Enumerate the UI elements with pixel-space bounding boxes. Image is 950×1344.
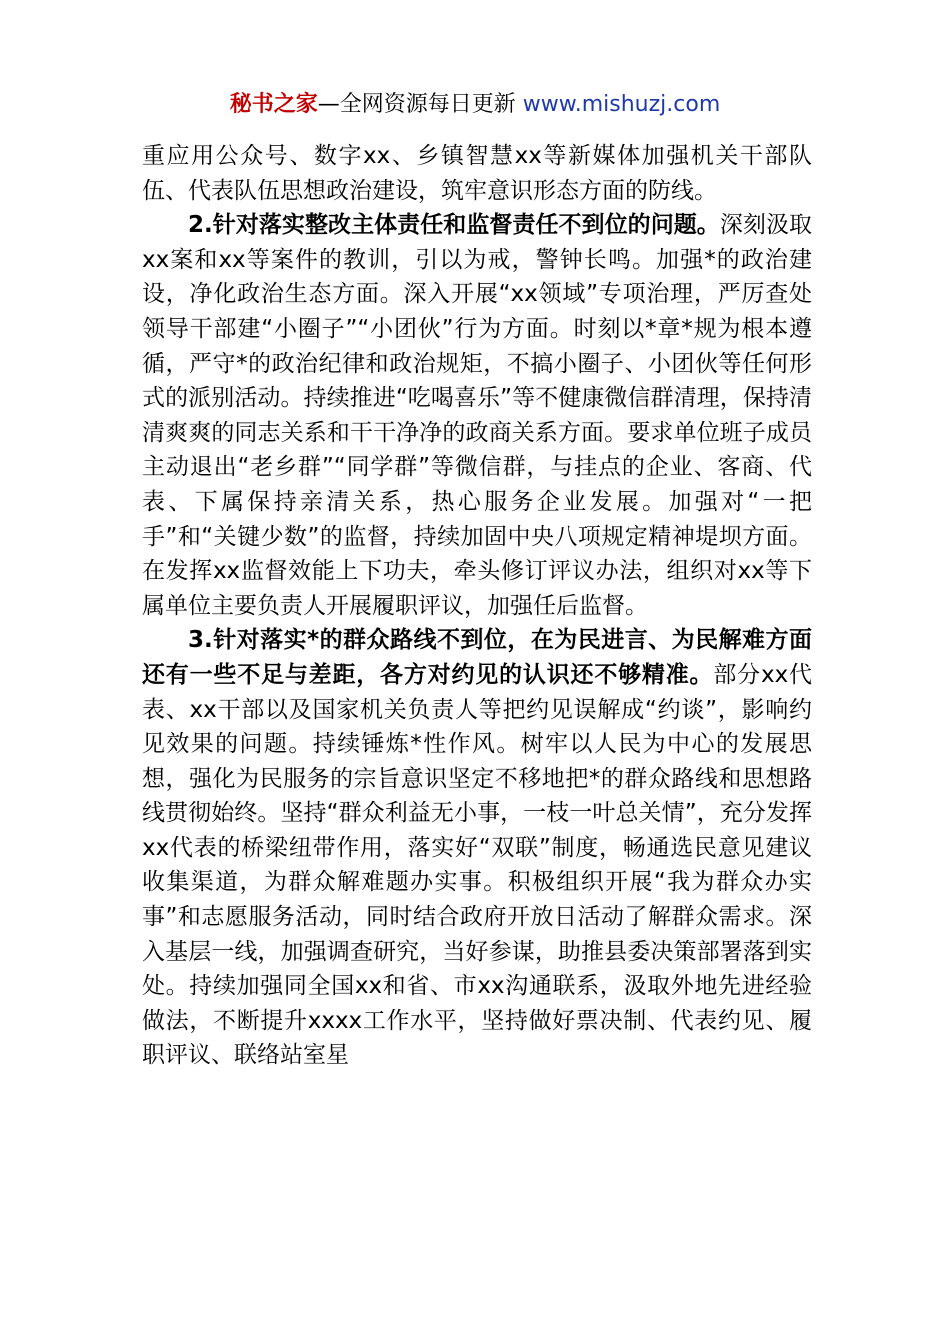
paragraph-item-2: [142, 208, 812, 623]
site-header: [0, 88, 950, 122]
paragraph-text: 部分xx代表、xx干部以及国家机关负责人等把约见误解成“约谈”，影响约见效果的问题。持续锤炼*性作风。树牢以人民为中心的发展思想，强化为民服务的宗旨意识坚定不移地把*的群众路线和思想路线贯彻始终。坚持“群众利益无小事，一枝一叶总关情”，充分发挥xx代表的桥梁纽带作用，落实好“双联”制度，畅通选民意见建议收集渠道，为群众解难题办实事。积极组织开展“我为群众办实事”和志愿服务活动，同时结合政府开放日活动了解群众需求。深入基层一线，加强调查研究，当好参谋，助推县委决策部署落到实处。持续加强同全国xx和省、市xx沟通联系，汲取外地先进经验做法，不断提升xxxx工作水平，坚持做好票决制、代表约见、履职评议、联络站室星: [142, 661, 813, 1069]
site-brand: 秘书之家: [229, 92, 318, 117]
paragraph-heading: 3.针对落实*的群众路线不到位，在为民进言、为民解难方面还有一些不足与差距，各方对约见的认识还不够精准。: [142, 627, 812, 688]
document-body: [142, 139, 812, 1073]
site-tagline: —全网资源每日更新: [317, 92, 523, 117]
paragraph-continuation: [142, 139, 812, 208]
paragraph-text: 深刻汲取xx案和xx等案件的教训，引以为戒，警钟长鸣。加强*的政治建设，净化政治生态方面。深入开展“xx领域”专项治理，严厉查处领导干部建“小圈子”“小团伙”行为方面。时刻以*章*规为根本遵循，严守*的政治纪律和政治规矩，不搞小圈子、小团伙等任何形式的派别活动。持续推进“吃喝喜乐”等不健康微信群清理，保持清清爽爽的同志关系和干干净净的政商关系方面。要求单位班子成员主动退出“老乡群”“同学群”等微信群，与挂点的企业、客商、代表、下属保持亲清关系，热心服务企业发展。加强对“一把手”和“关键少数”的监督，持续加固中央八项规定精神堤坝方面。在发挥xx监督效能上下功夫，牵头修订评议办法，组织对xx等下属单位主要负责人开展履职评议，加强任后监督。: [142, 212, 813, 619]
paragraph-heading: 2.针对落实整改主体责任和监督责任不到位的问题。: [188, 212, 720, 239]
paragraph-text: 重应用公众号、数字xx、乡镇智慧xx等新媒体加强机关干部队伍、代表队伍思想政治建设，筑牢意识形态方面的防线。: [142, 143, 812, 204]
paragraph-item-3: [142, 623, 812, 1073]
site-url-link[interactable]: www.mishuzj.com: [522, 92, 721, 117]
